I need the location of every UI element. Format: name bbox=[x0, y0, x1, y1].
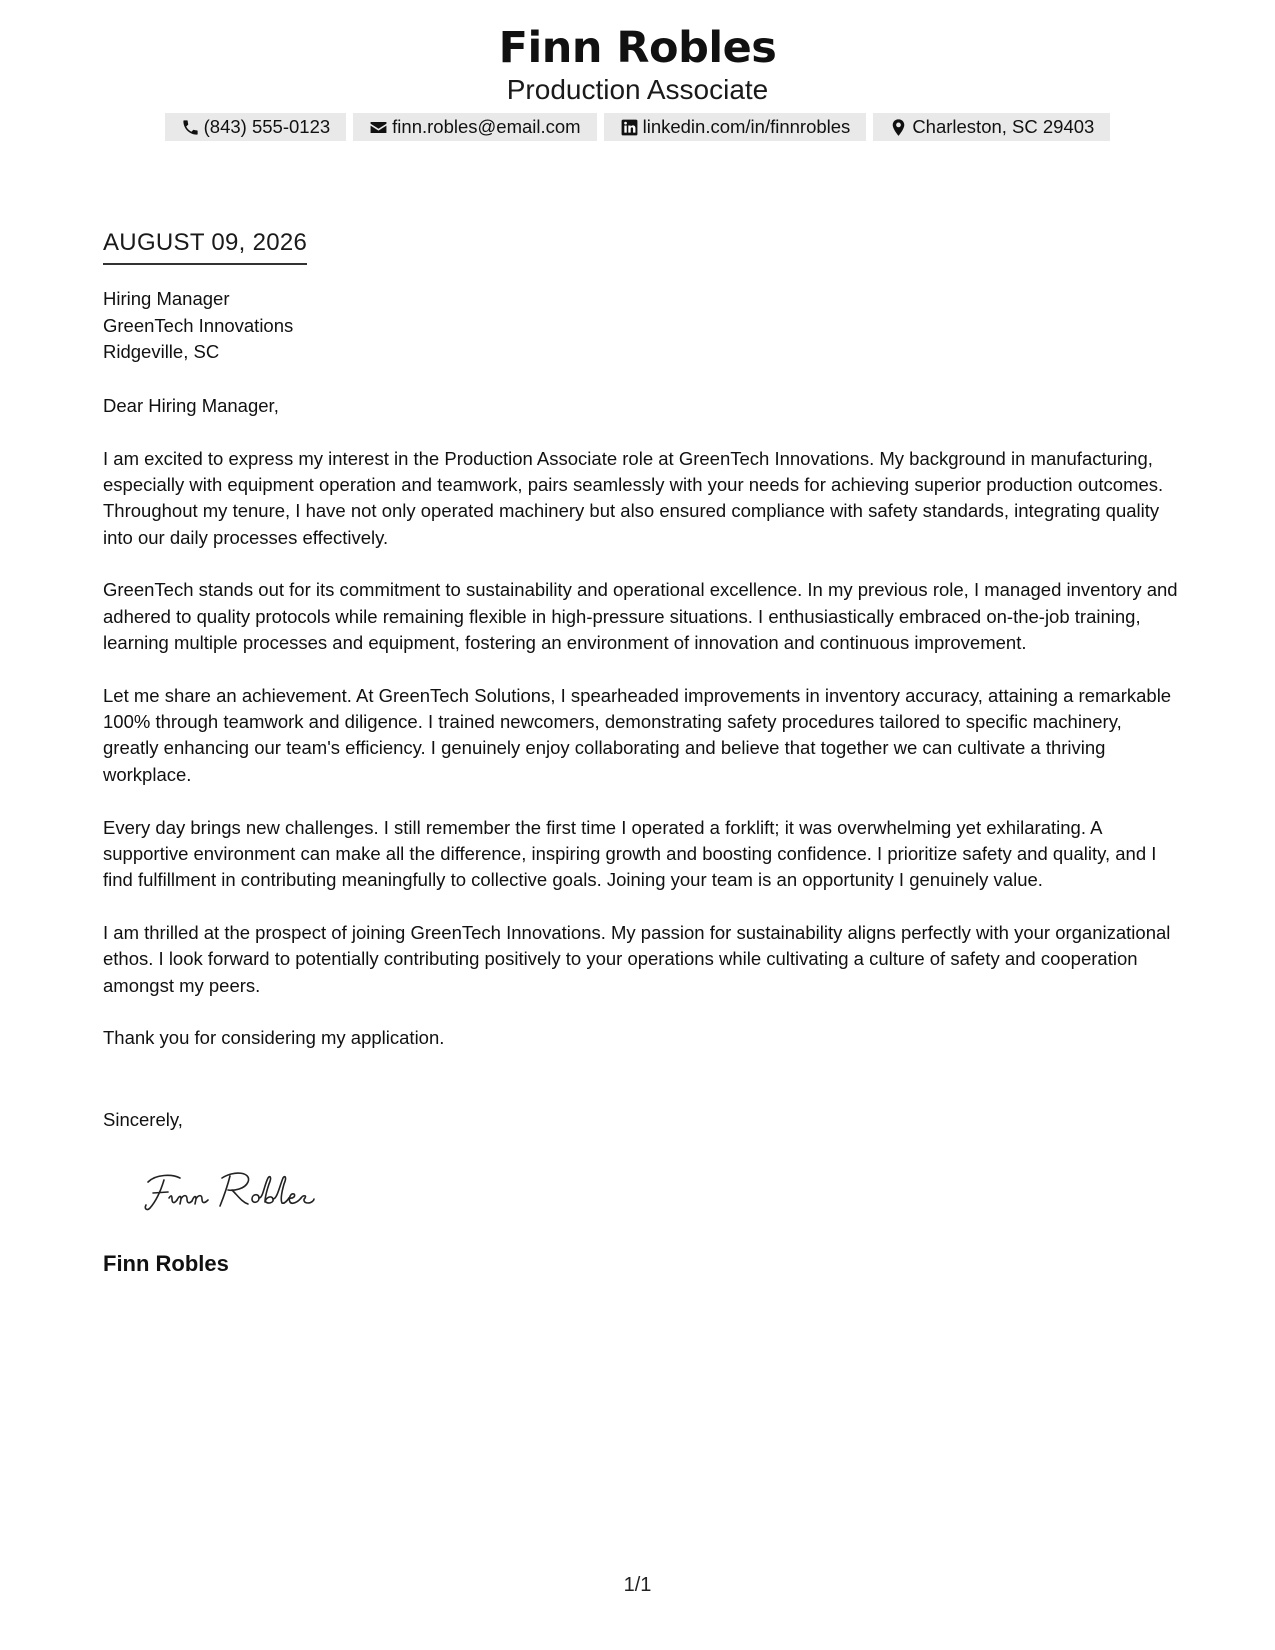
recipient-company: GreenTech Innovations bbox=[103, 314, 294, 336]
contact-email bbox=[353, 113, 596, 141]
contact-location bbox=[873, 113, 1110, 141]
contact-bar bbox=[0, 113, 1275, 141]
envelope-icon bbox=[369, 118, 388, 137]
contact-location-text: Charleston, SC 29403 bbox=[912, 116, 1095, 137]
body-paragraph: Let me share an achievement. At GreenTech Solutions, I spearheaded improvements in inventory accuracy, attaining a remarkable 100% through teamwork and diligence. I trained newcomers, demonstrating safety procedures tailored to specific machinery, greatly enhancing our team's efficiency. I genuinely enjoy collaborating and believe that together we can cultivate a thriving workplace. bbox=[103, 684, 1172, 785]
recipient-title: Hiring Manager bbox=[103, 288, 230, 309]
contact-linkedin-text: linkedin.com/in/finnrobles bbox=[642, 116, 851, 137]
applicant-role: Production Associate bbox=[506, 74, 769, 105]
letter-date: AUGUST 09, 2026 bbox=[103, 228, 307, 265]
recipient-block bbox=[103, 286, 293, 366]
contact-linkedin bbox=[604, 113, 867, 141]
contact-phone bbox=[165, 113, 347, 141]
salutation: Dear Hiring Manager, bbox=[103, 395, 279, 416]
page-number: 1/1 bbox=[623, 1574, 652, 1596]
thank-you-line: Thank you for considering my application. bbox=[103, 1027, 445, 1049]
closing-line: Sincerely, bbox=[103, 1109, 183, 1130]
phone-icon bbox=[181, 118, 200, 137]
contact-phone-text: (843) 555-0123 bbox=[203, 116, 331, 137]
applicant-name: Finn Robles bbox=[498, 23, 777, 73]
handwritten-signature bbox=[142, 1168, 327, 1216]
contact-email-text: finn.robles@email.com bbox=[392, 116, 581, 137]
body-paragraph: I am thrilled at the prospect of joining GreenTech Innovations. My passion for sustainability aligns perfectly with your organizational ethos. I look forward to potentially contributing positively to your operations while cultivating a culture of safety and cooperation amongst my peers. bbox=[103, 921, 1171, 996]
body-paragraph: Every day brings new challenges. I still remember the first time I operated a forklift; it was overwhelming yet exhilarating. A supportive environment can make all the difference, inspiring growth and boosting confidence. I prioritize safety and quality, and I find fulfillment in contributing meaningfully to collective goals. Joining your team is an opportunity I genuinely value. bbox=[103, 816, 1157, 891]
letter-body bbox=[103, 393, 1178, 1078]
recipient-location: Ridgeville, SC bbox=[103, 341, 220, 362]
linkedin-icon bbox=[620, 118, 639, 137]
body-paragraph: GreenTech stands out for its commitment to sustainability and operational excellence. In my previous role, I managed inventory and adhered to quality protocols while remaining flexible in high-pressure situations. I enthusiastically embraced on-the-job training, learning multiple processes and equipment, fostering an environment of innovation and continuous improvement. bbox=[103, 579, 1178, 654]
map-pin-icon bbox=[889, 118, 908, 137]
signed-name: Finn Robles bbox=[103, 1251, 229, 1276]
body-paragraph: I am excited to express my interest in the Production Associate role at GreenTech Innovations. My background in manufacturing, especially with equipment operation and teamwork, pairs seamlessly with your needs for achieving superior production outcomes. Throughout my tenure, I have not only operated machinery but also ensured compliance with safety standards, integrating quality into our daily processes effectively. bbox=[103, 447, 1164, 548]
